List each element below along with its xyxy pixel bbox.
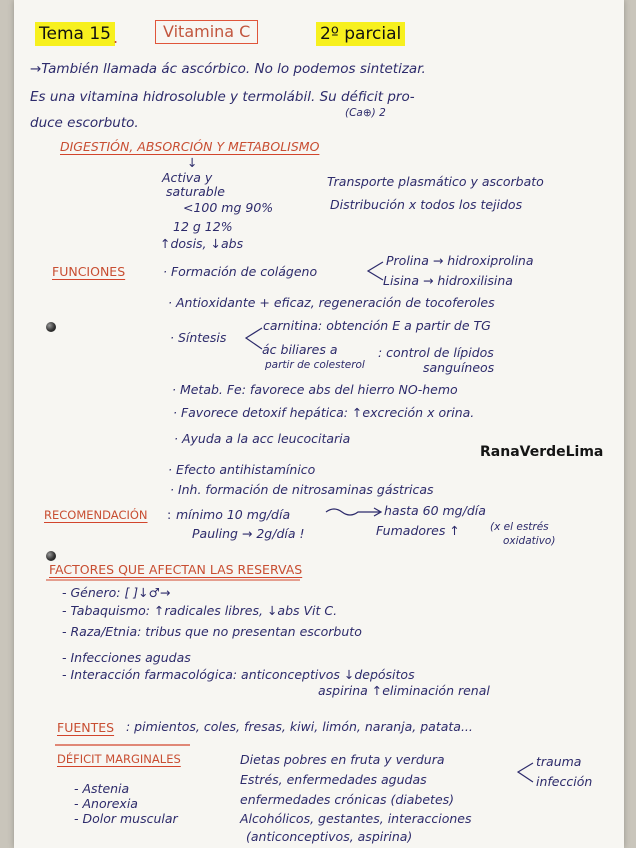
factor-interaccion: - Interacción farmacológica: anticonceptivos ↓depósitos bbox=[62, 667, 415, 682]
func-colageno: · Formación de colágeno bbox=[163, 264, 318, 279]
rec-estres-2: oxidativo) bbox=[503, 535, 556, 547]
func-antiox: · Antioxidante + eficaz, regeneración de tocoferoles bbox=[168, 295, 495, 310]
func-colageno-b: Lisina → hidroxilisina bbox=[383, 273, 513, 288]
deficit-cause-1: Dietas pobres en fruta y verdura bbox=[240, 752, 445, 767]
topic-dot: . bbox=[113, 28, 119, 47]
deficit-cause-4: Alcohólicos, gestantes, interacciones bbox=[240, 811, 472, 826]
deficit-infeccion: infección bbox=[536, 774, 593, 789]
func-sintesis: · Síntesis bbox=[170, 330, 227, 345]
fuentes-text: : pimientos, coles, fresas, kiwi, limón, naranja, patata... bbox=[126, 719, 473, 734]
deficit-cause-2: Estrés, enfermedades agudas bbox=[240, 772, 427, 787]
func-nitros: · Inh. formación de nitrosaminas gástricas bbox=[170, 482, 434, 497]
rec-estres-1: (x el estrés bbox=[490, 521, 549, 533]
fuentes-heading: FUENTES bbox=[57, 720, 115, 735]
factor-aspirina: aspirina ↑eliminación renal bbox=[318, 683, 490, 698]
digestion-left-4: 12 g 12% bbox=[173, 219, 233, 234]
funciones-heading: FUNCIONES bbox=[52, 264, 126, 279]
factor-tabaquismo: - Tabaquismo: ↑radicales libres, ↓abs Vit C. bbox=[62, 603, 338, 618]
binder-hole-icon bbox=[46, 322, 56, 332]
intro-line-2: Es una vitamina hidrosoluble y termolábil. Su déficit pro- bbox=[30, 89, 415, 105]
deficit-symptom-2: - Anorexia bbox=[74, 796, 138, 811]
intro-line-3: duce escorbuto. bbox=[30, 115, 139, 131]
factor-infecciones: - Infecciones agudas bbox=[62, 650, 191, 665]
topic-label: Tema 15 bbox=[35, 22, 115, 46]
rec-hasta: hasta 60 mg/día bbox=[384, 503, 486, 518]
intro-note: (Ca⊕) 2 bbox=[345, 107, 386, 119]
func-sintesis-b3: : control de lípidos bbox=[378, 345, 494, 360]
digestion-heading: DIGESTIÓN, ABSORCIÓN Y METABOLISMO bbox=[60, 139, 320, 154]
func-fe: · Metab. Fe: favorece abs del hierro NO-hemo bbox=[172, 382, 458, 397]
digestion-arrow: ↓ bbox=[187, 155, 198, 170]
deficit-cause-5: (anticonceptivos, aspirina) bbox=[246, 829, 413, 844]
recomendacion-heading: RECOMENDACIÓN bbox=[44, 508, 148, 522]
recomendacion-colon: : bbox=[167, 507, 172, 522]
digestion-left-1: Activa y bbox=[162, 170, 213, 185]
digestion-left-3: <100 mg 90% bbox=[183, 200, 274, 215]
func-sintesis-b2: partir de colesterol bbox=[265, 359, 365, 371]
factor-genero: - Género: [ ]↓♂→ bbox=[62, 585, 171, 600]
digestion-right-1: Transporte plasmático y ascorbato bbox=[327, 174, 544, 189]
factor-raza: - Raza/Etnia: tribus que no presentan escorbuto bbox=[62, 624, 362, 639]
func-colageno-a: Prolina → hidroxiprolina bbox=[386, 253, 534, 268]
deficit-symptom-3: - Dolor muscular bbox=[74, 811, 178, 826]
deficit-cause-3: enfermedades crónicas (diabetes) bbox=[240, 792, 455, 807]
deficit-trauma: trauma bbox=[536, 754, 582, 769]
func-sintesis-a: carnitina: obtención E a partir de TG bbox=[263, 318, 491, 333]
factores-heading: FACTORES QUE AFECTAN LAS RESERVAS bbox=[49, 562, 303, 577]
watermark: RanaVerdeLima bbox=[480, 444, 604, 460]
binder-hole-icon bbox=[46, 551, 56, 561]
digestion-left-5: ↑dosis, ↓abs bbox=[160, 236, 244, 251]
func-leuco: · Ayuda a la acc leucocitaria bbox=[174, 431, 351, 446]
intro-line-1: →También llamada ác ascórbico. No lo podemos sintetizar. bbox=[30, 61, 426, 77]
digestion-left-2: saturable bbox=[166, 184, 225, 199]
exam-label: 2º parcial bbox=[316, 22, 405, 46]
func-sintesis-b1: ác biliares a bbox=[262, 342, 338, 357]
rec-fumadores: Fumadores ↑ bbox=[376, 523, 460, 538]
rec-minimo: mínimo 10 mg/día bbox=[176, 507, 291, 522]
deficit-heading: DÉFICIT MARGINALES bbox=[57, 752, 181, 766]
deficit-symptom-1: - Astenia bbox=[74, 781, 130, 796]
rec-pauling: Pauling → 2g/día ! bbox=[192, 526, 305, 541]
page-title: Vitamina C bbox=[155, 20, 258, 44]
digestion-right-2: Distribución x todos los tejidos bbox=[330, 197, 523, 212]
func-sintesis-b4: sanguíneos bbox=[423, 360, 495, 375]
func-antihist: · Efecto antihistamínico bbox=[168, 462, 316, 477]
func-detox: · Favorece detoxif hepática: ↑excreción x orina. bbox=[173, 405, 475, 420]
